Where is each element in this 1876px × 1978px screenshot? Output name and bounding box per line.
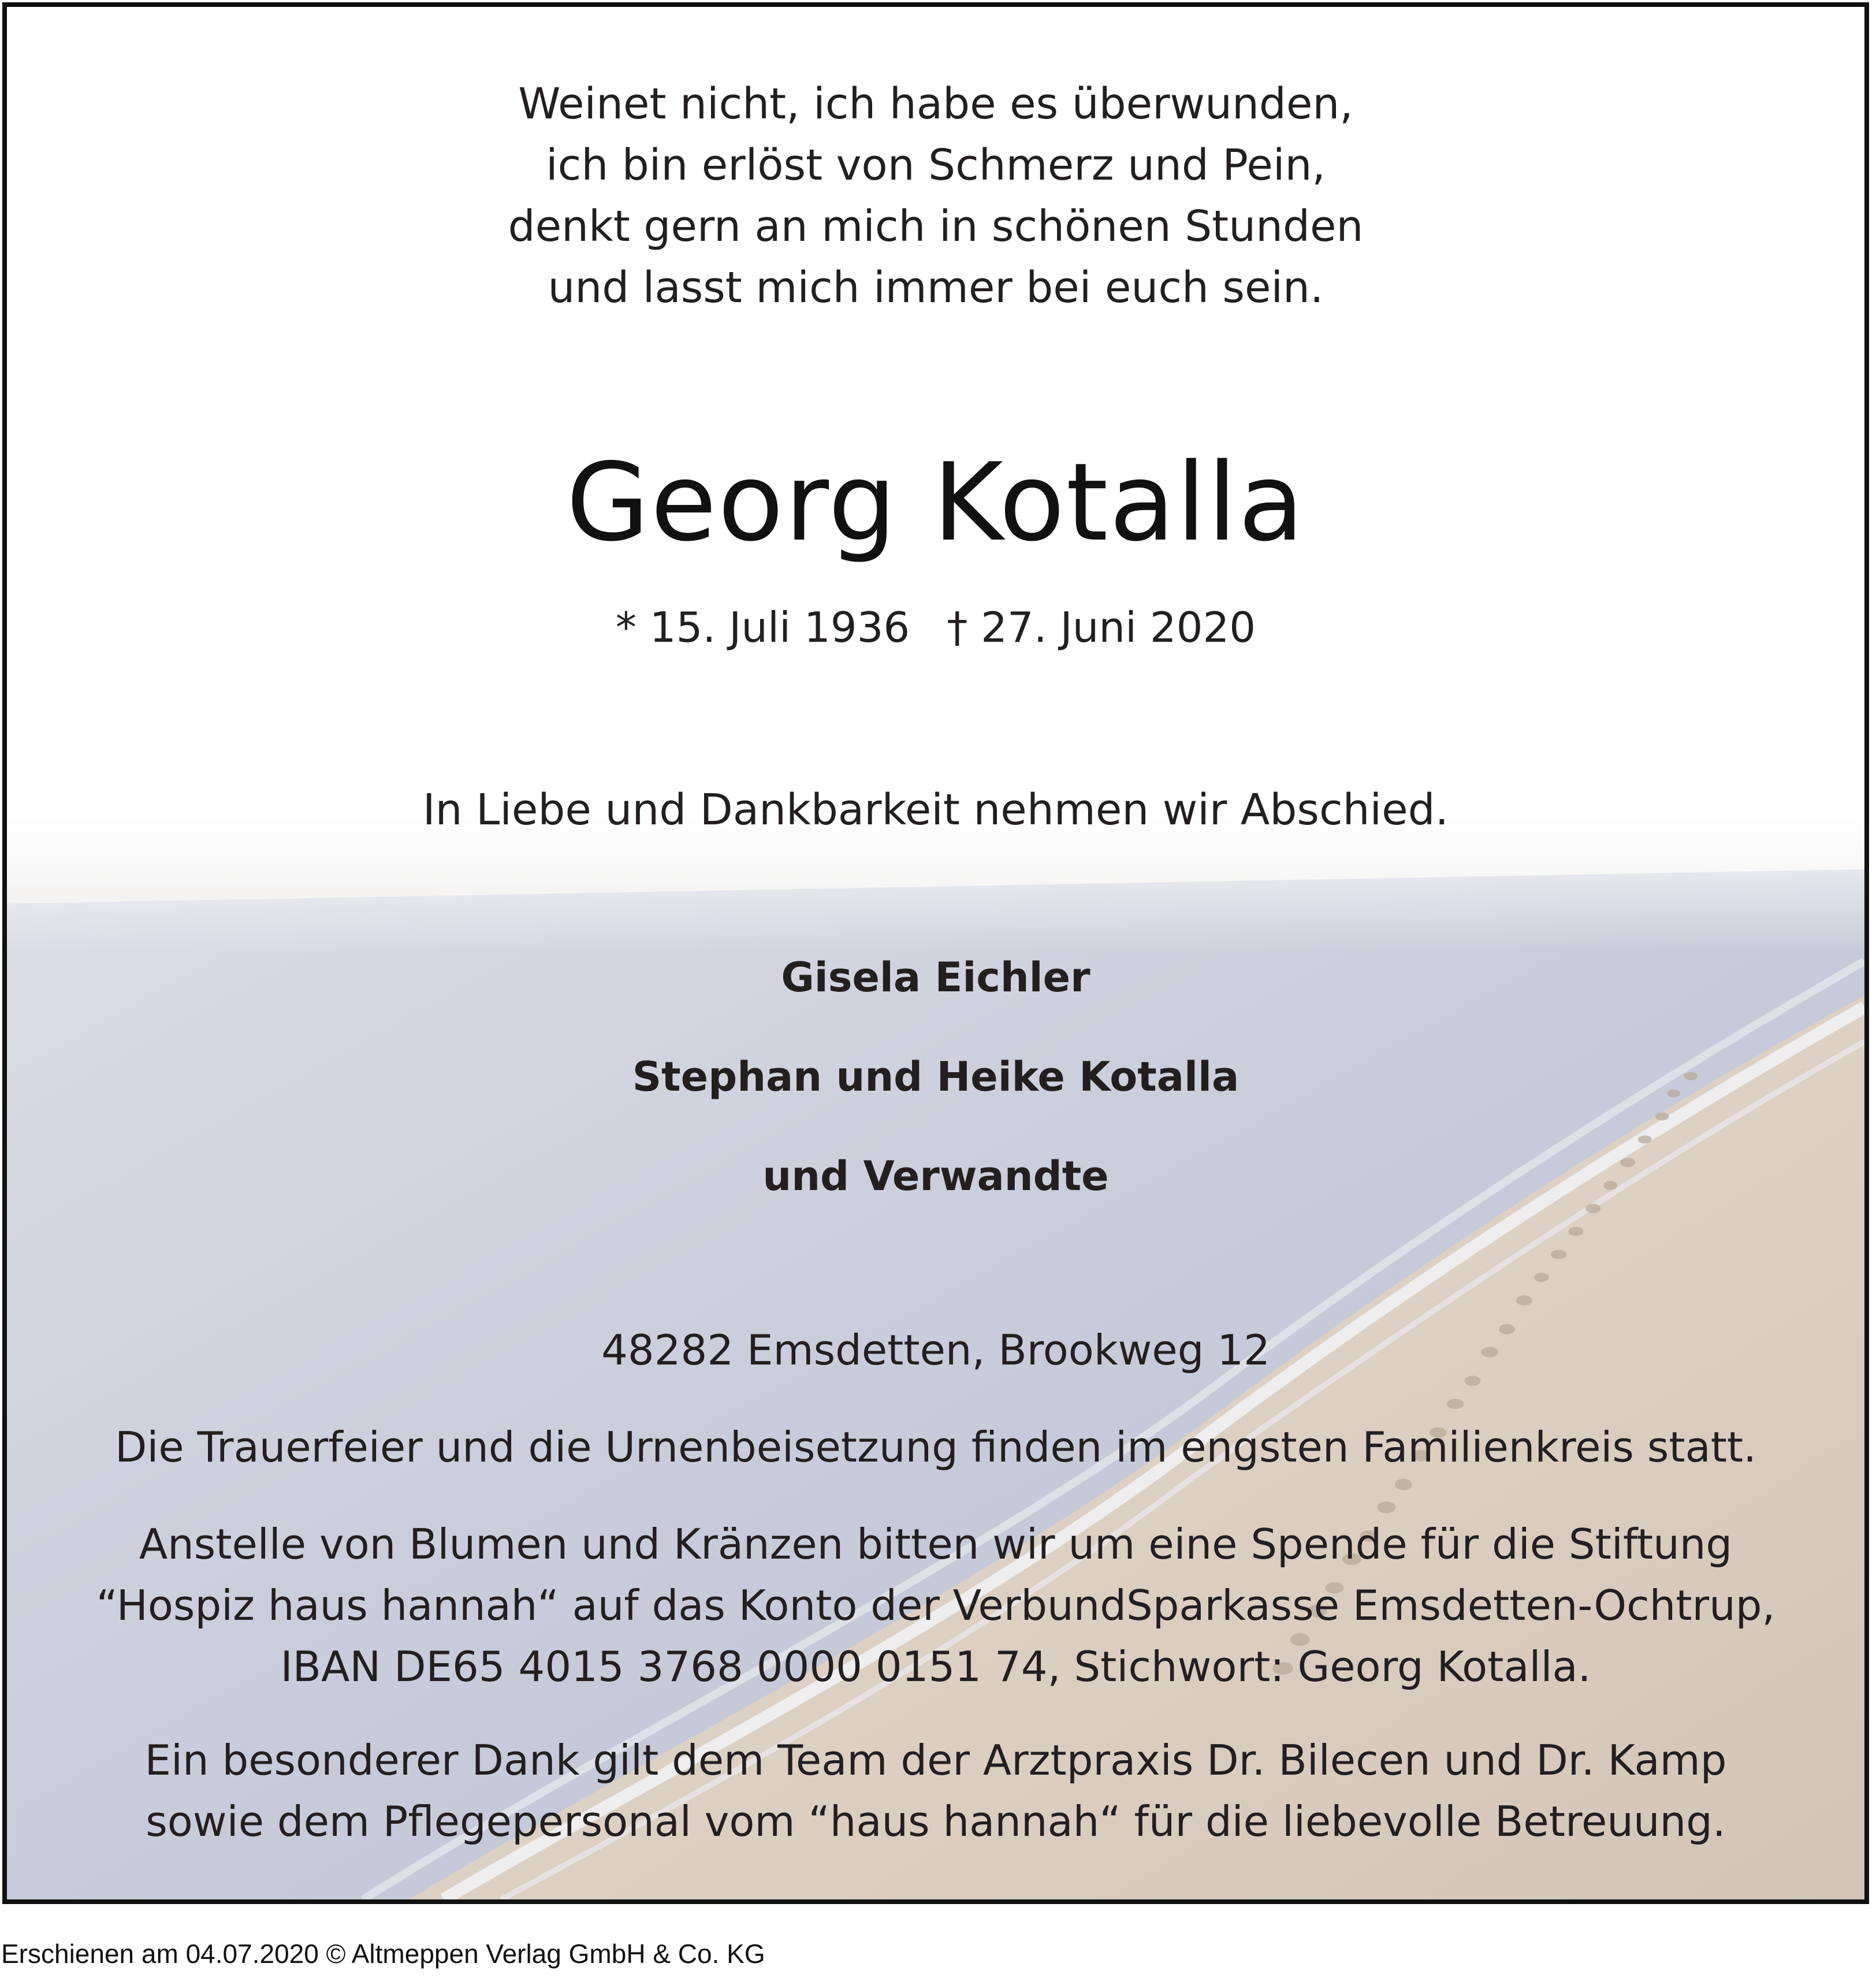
- poem-line: und lasst mich immer bei euch sein.: [548, 263, 1324, 313]
- poem: [7, 73, 1864, 318]
- thanks-line: Ein besonderer Dank gilt dem Team der Arztpraxis Dr. Bilecen und Dr. Kamp: [144, 1736, 1727, 1784]
- mourner-name: und Verwandte: [762, 1152, 1109, 1200]
- birth-date: * 15. Juli 1936: [615, 603, 910, 652]
- obituary-content: [7, 7, 1864, 1899]
- life-dates: [7, 598, 1864, 656]
- poem-line: denkt gern an mich in schönen Stunden: [508, 202, 1364, 251]
- family-address: 48282 Emsdetten, Brookweg 12: [601, 1326, 1270, 1374]
- funeral-note: Die Trauerfeier und die Urnenbeisetzung finden im engsten Familienkreis statt.: [114, 1423, 1757, 1471]
- thanks-line: sowie dem Pflegepersonal vom “haus hannah“ für die liebevolle Betreuung.: [146, 1797, 1726, 1846]
- deceased-name: Georg Kotalla: [566, 440, 1305, 565]
- donation-line: Anstelle von Blumen und Kränzen bitten wir um eine Spende für die Stiftung: [139, 1520, 1733, 1568]
- mourners-list: [7, 949, 1864, 1247]
- mourner-name: Stephan und Heike Kotalla: [632, 1053, 1240, 1100]
- farewell-line: In Liebe und Dankbarkeit nehmen wir Abschied.: [422, 785, 1449, 835]
- mourner-name: Gisela Eichler: [781, 954, 1090, 1001]
- obituary-frame: [2, 2, 1869, 1904]
- donation-line: IBAN DE65 4015 3768 0000 0151 74, Stichwort: Georg Kotalla.: [280, 1642, 1591, 1691]
- thanks-note: [7, 1730, 1864, 1852]
- death-date: † 27. Juni 2020: [947, 603, 1256, 652]
- publication-footer: Erschienen am 04.07.2020 © Altmeppen Verlag GmbH & Co. KG: [1, 1939, 765, 1969]
- poem-line: ich bin erlöst von Schmerz und Pein,: [546, 140, 1326, 190]
- donation-line: “Hospiz haus hannah“ auf das Konto der VerbundSparkasse Emsdetten-Ochtrup,: [96, 1581, 1776, 1630]
- donation-note: [7, 1514, 1864, 1697]
- poem-line: Weinet nicht, ich habe es überwunden,: [518, 79, 1353, 129]
